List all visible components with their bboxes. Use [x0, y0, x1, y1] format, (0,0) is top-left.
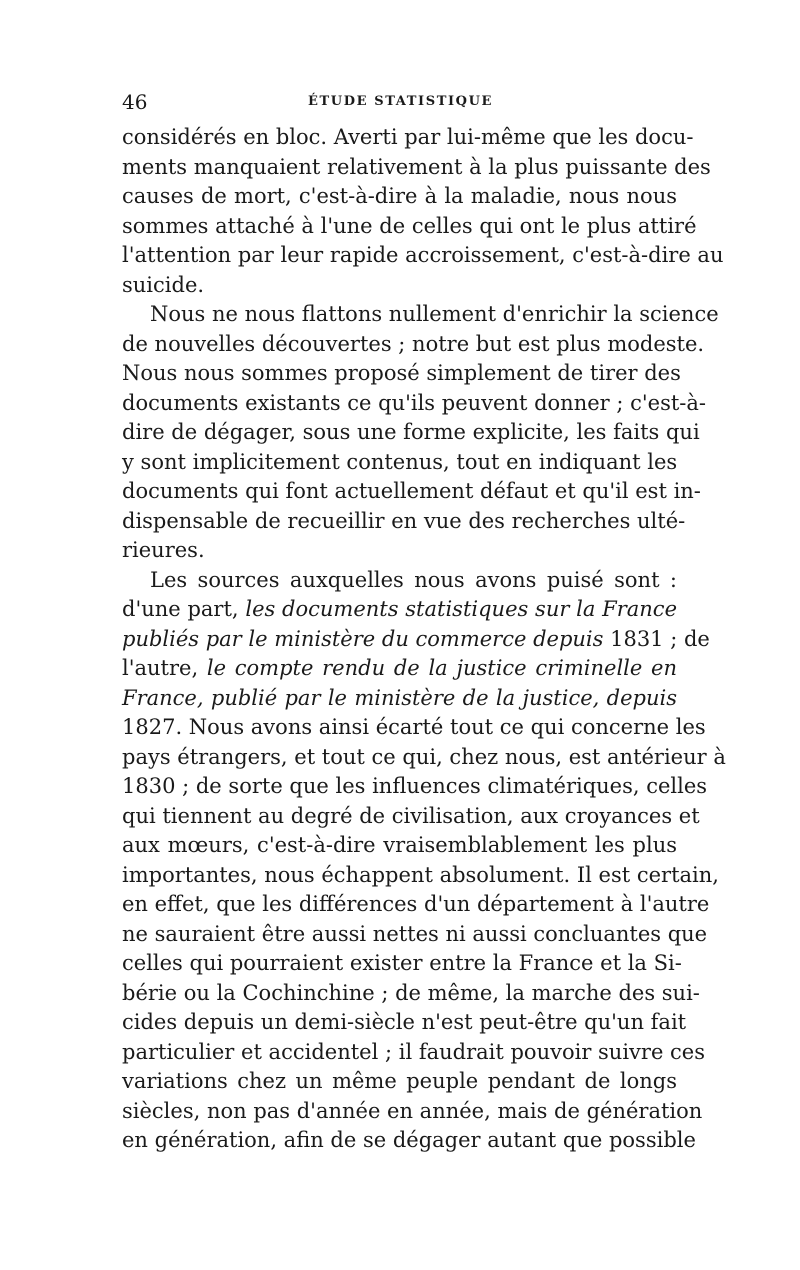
text-line — [122, 861, 719, 891]
text-segment: Nous nous sommes proposé simplement de tirer des — [122, 361, 681, 385]
text-segment: sommes attaché à l'une de celles qui ont le plus attiré — [122, 213, 697, 238]
text-segment: considérés en bloc. Averti par lui-même que les docu- — [122, 125, 694, 149]
running-title: ÉTUDE STATISTIQUE — [308, 94, 494, 109]
text-segment: celles qui pourraient exister entre la France et la Si- — [122, 951, 682, 975]
text-segment: pays étrangers, et tout ce qui, chez nous, est antérieur à — [122, 744, 726, 769]
text-segment: en génération, afin de se dégager autant que possible — [122, 1128, 696, 1152]
text-segment: variations chez un même peuple pendant de longs — [122, 1069, 677, 1093]
text-line — [122, 477, 701, 507]
text-line — [122, 153, 711, 183]
text-segment: causes de mort, c'est-à-dire à la maladie, nous nous — [122, 184, 677, 208]
paragraph — [122, 566, 726, 1156]
text-line — [122, 713, 706, 743]
text-segment: l'autre, — [122, 656, 207, 680]
text-segment: siècles, non pas d'année en année, mais de génération — [122, 1098, 703, 1123]
page-number: 46 — [122, 90, 148, 114]
text-line — [122, 772, 708, 802]
text-line — [122, 389, 707, 419]
text-line — [122, 566, 677, 596]
text-segment: importantes, nous échappent absolument. Il est certain, — [122, 862, 719, 887]
text-segment: dispensable de recueillir en vue des recherches ulté- — [122, 508, 686, 533]
running-head — [122, 90, 677, 120]
text-segment: 1830 ; de sorte que les influences climatériques, celles — [122, 774, 708, 798]
italic-text: le compte rendu de la justice criminelle en — [206, 656, 677, 680]
text-line — [122, 654, 677, 684]
text-segment: 1831 ; de — [603, 626, 710, 651]
text-segment: cides depuis un demi-siècle n'est peut-être qu'un fait — [122, 1010, 687, 1034]
text-segment: l'attention par leur rapide accroissement, c'est-à-dire au — [122, 243, 724, 267]
text-segment: rieures. — [122, 538, 205, 562]
text-line — [122, 241, 724, 271]
text-line — [122, 625, 710, 655]
text-segment: y sont implicitement contenus, tout en indiquant les — [122, 449, 678, 474]
text-line — [122, 300, 719, 330]
text-line — [122, 595, 677, 625]
text-line — [122, 212, 697, 242]
text-line — [122, 418, 700, 448]
text-segment: particulier et accidentel ; il faudrait pouvoir suivre ces — [122, 1039, 706, 1064]
text-line — [122, 949, 682, 979]
text-line — [122, 1126, 696, 1156]
text-line — [122, 359, 681, 389]
text-line — [122, 536, 677, 566]
text-segment: ne sauraient être aussi nettes ni aussi concluantes que — [122, 921, 708, 946]
italic-text: France, publié par le ministère de la justice, depuis — [122, 685, 677, 710]
text-segment: de nouvelles découvertes ; notre but est plus modeste. — [122, 331, 705, 356]
text-segment: Les sources auxquelles nous avons puisé sont : — [150, 567, 677, 592]
text-line — [122, 684, 677, 714]
text-segment: 1827. Nous avons ainsi écarté tout ce qui concerne les — [122, 715, 706, 739]
italic-text: publiés par le ministère du commerce depuis — [122, 626, 604, 651]
paragraph — [122, 300, 719, 566]
paragraph — [122, 123, 724, 300]
text-segment: suicide. — [122, 272, 205, 297]
text-line — [122, 448, 677, 478]
text-line — [122, 979, 700, 1009]
text-segment: Nous ne nous flattons nullement d'enrichir la science — [150, 302, 719, 326]
text-line — [122, 1008, 687, 1038]
text-segment: aux mœurs, c'est-à-dire vraisemblablement les plus — [122, 833, 677, 857]
text-line — [122, 1067, 677, 1097]
italic-text: les documents statistiques sur la France — [245, 597, 677, 621]
text-line — [122, 831, 677, 861]
text-segment: ments manquaient relativement à la plus puissante des — [122, 154, 711, 179]
text-line — [122, 123, 694, 153]
text-segment: documents existants ce qu'ils peuvent donner ; c'est-à- — [122, 390, 707, 415]
text-segment: en effet, que les différences d'un département à l'autre — [122, 892, 710, 916]
body-text — [122, 123, 726, 1156]
text-line — [122, 890, 710, 920]
text-line — [122, 743, 726, 773]
text-line — [122, 1038, 706, 1068]
text-segment: dire de dégager, sous une forme explicite, les faits qui — [122, 420, 700, 444]
text-segment: d'une part, — [122, 597, 246, 621]
text-line — [122, 507, 686, 537]
text-line — [122, 330, 705, 360]
text-line — [122, 1097, 703, 1127]
text-segment: qui tiennent au degré de civilisation, aux croyances et — [122, 803, 700, 828]
text-line — [122, 802, 700, 832]
text-line — [122, 920, 708, 950]
text-line — [122, 182, 677, 212]
text-line — [122, 271, 677, 301]
text-segment: bérie ou la Cochinchine ; de même, la marche des sui- — [122, 980, 700, 1005]
text-segment: documents qui font actuellement défaut et qu'il est in- — [122, 479, 701, 503]
